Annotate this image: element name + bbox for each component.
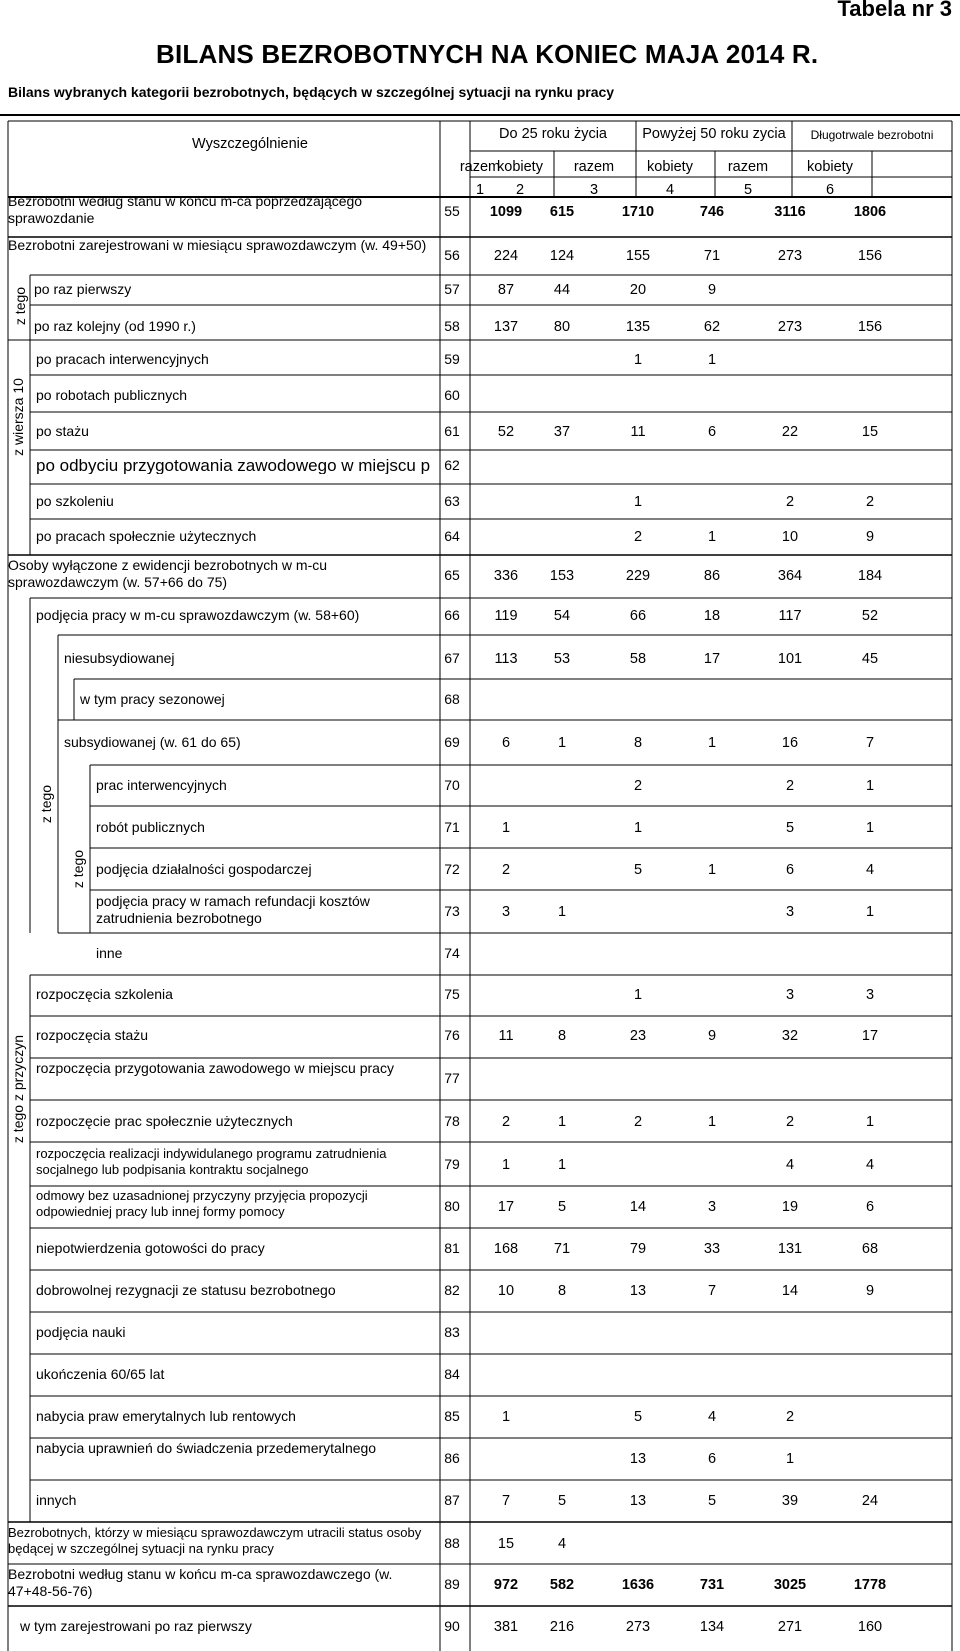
cell-61-2: 37: [553, 424, 571, 440]
cell-80-3: 14: [629, 1199, 647, 1215]
cell-85-1: 1: [501, 1409, 511, 1425]
cell-80-2: 5: [557, 1199, 567, 1215]
cell-65-3: 229: [625, 568, 651, 584]
row-label-58: po raz kolejny (od 1990 r.): [34, 318, 196, 334]
cell-85-5: 2: [785, 1409, 795, 1425]
row-number-79: 79: [444, 1156, 460, 1172]
cell-87-1: 7: [501, 1493, 511, 1509]
cell-89-4: 731: [699, 1577, 725, 1593]
cell-64-6: 9: [865, 529, 875, 545]
cell-58-3: 135: [625, 319, 651, 335]
cell-65-2: 153: [549, 568, 575, 584]
row-label-68: w tym pracy sezonowej: [80, 691, 225, 707]
row-number-56: 56: [444, 247, 460, 263]
cell-76-3: 23: [629, 1028, 647, 1044]
row-label-55: Bezrobotni według stanu w końcu m-ca poprzedzającego sprawozdanie: [8, 193, 363, 226]
cell-78-5: 2: [785, 1114, 795, 1130]
cell-76-6: 17: [861, 1028, 879, 1044]
cell-82-3: 13: [629, 1283, 647, 1299]
cell-61-4: 6: [707, 424, 717, 440]
cell-55-2: 615: [549, 204, 575, 220]
row-number-64: 64: [444, 528, 460, 544]
row-number-78: 78: [444, 1113, 460, 1129]
cell-73-6: 1: [865, 904, 875, 920]
row-label-70: prac interwencyjnych: [96, 777, 227, 793]
cell-82-4: 7: [707, 1283, 717, 1299]
cell-56-2: 124: [549, 248, 575, 264]
cell-88-2: 4: [557, 1536, 567, 1552]
row-number-55: 55: [444, 203, 460, 219]
cell-79-2: 1: [557, 1157, 567, 1173]
row-number-69: 69: [444, 734, 460, 750]
cell-55-5: 3116: [774, 204, 806, 220]
cell-61-3: 11: [630, 424, 646, 440]
cell-64-4: 1: [707, 529, 717, 545]
row-number-80: 80: [444, 1198, 460, 1214]
cell-61-1: 52: [497, 424, 515, 440]
header-sub-5: razem: [727, 159, 769, 175]
cell-63-5: 2: [785, 494, 795, 510]
row-number-74: 74: [444, 945, 460, 961]
header-group-dlugotrwale: Długotrwale bezrobotni: [810, 128, 934, 142]
cell-69-5: 16: [781, 735, 799, 751]
cell-73-5: 3: [785, 904, 795, 920]
row-label-57: po raz pierwszy: [34, 281, 132, 297]
row-label-78: rozpoczęcie prac społecznie użytecznych: [36, 1113, 293, 1129]
row-label-77: rozpoczęcia przygotowania zawodowego w miejscu pracy: [36, 1060, 394, 1076]
cell-81-6: 68: [861, 1241, 879, 1257]
cell-90-1: 381: [493, 1619, 519, 1635]
row-number-62: 62: [444, 457, 460, 473]
row-number-71: 71: [444, 819, 460, 835]
cell-65-1: 336: [493, 568, 519, 584]
row-label-73: podjęcia pracy w ramach refundacji kosztów zatrudnienia bezrobotnego: [96, 893, 370, 926]
cell-56-5: 273: [777, 248, 803, 264]
row-number-66: 66: [444, 607, 460, 623]
cell-90-4: 134: [699, 1619, 725, 1635]
cell-89-5: 3025: [773, 1577, 807, 1593]
cell-76-2: 8: [557, 1028, 567, 1044]
row-label-76: rozpoczęcia stażu: [36, 1027, 149, 1043]
cell-56-6: 156: [857, 248, 883, 264]
cell-70-5: 2: [785, 778, 795, 794]
cell-56-3: 155: [625, 248, 651, 264]
cell-61-5: 22: [781, 424, 799, 440]
cell-70-6: 1: [865, 778, 875, 794]
cell-78-4: 1: [707, 1114, 717, 1130]
cell-57-1: 87: [497, 282, 515, 298]
row-number-87: 87: [444, 1492, 460, 1508]
cell-76-1: 11: [498, 1028, 514, 1044]
cell-63-3: 1: [633, 494, 643, 510]
cell-63-6: 2: [865, 494, 875, 510]
cell-72-4: 1: [707, 862, 717, 878]
row-number-89: 89: [444, 1576, 460, 1592]
cell-70-3: 2: [633, 778, 643, 794]
cell-69-6: 7: [865, 735, 875, 751]
cell-65-6: 184: [857, 568, 883, 584]
cell-81-2: 71: [553, 1241, 571, 1257]
cell-86-3: 13: [629, 1451, 647, 1467]
row-label-63: po szkoleniu: [36, 493, 114, 509]
row-label-72: podjęcia działalności gospodarczej: [96, 861, 312, 877]
row-label-69: subsydiowanej (w. 61 do 65): [64, 734, 241, 750]
cell-66-1: 119: [494, 608, 518, 624]
cell-57-4: 9: [707, 282, 717, 298]
cell-81-5: 131: [777, 1241, 803, 1257]
cell-72-1: 2: [501, 862, 511, 878]
header-sub-2: kobiety: [497, 159, 543, 175]
side-label-z-tego-1: z tego: [12, 286, 28, 326]
cell-67-5: 101: [777, 651, 803, 667]
header-col-number-1: 1: [475, 182, 485, 198]
header-col-number-4: 4: [665, 182, 675, 198]
cell-80-5: 19: [781, 1199, 799, 1215]
row-label-61: po stażu: [36, 423, 89, 439]
cell-59-3: 1: [633, 352, 643, 368]
row-label-81: niepotwierdzenia gotowości do pracy: [36, 1240, 265, 1256]
cell-81-3: 79: [629, 1241, 647, 1257]
cell-69-2: 1: [557, 735, 567, 751]
cell-66-2: 54: [553, 608, 571, 624]
row-number-57: 57: [444, 281, 460, 297]
row-number-59: 59: [444, 351, 460, 367]
cell-90-5: 271: [777, 1619, 803, 1635]
page-subtitle: Bilans wybranych kategorii bezrobotnych, będących w szczególnej sytuacji na rynku pracy: [8, 84, 615, 100]
cell-80-1: 17: [497, 1199, 515, 1215]
cell-86-4: 6: [707, 1451, 717, 1467]
row-number-84: 84: [444, 1366, 460, 1382]
row-label-80: odmowy bez uzasadnionej przyczyny przyjęcia propozycji odpowiedniej pracy lub innej formy pomocy: [36, 1188, 368, 1219]
cell-58-6: 156: [857, 319, 883, 335]
cell-58-1: 137: [493, 319, 519, 335]
row-label-89: Bezrobotni według stanu w końcu m-ca sprawozdawczego (w. 47+48-56-76): [8, 1566, 393, 1599]
cell-55-6: 1806: [853, 204, 887, 220]
cell-57-3: 20: [629, 282, 647, 298]
row-label-86: nabycia uprawnień do świadczenia przedemerytalnego: [36, 1440, 377, 1456]
cell-58-5: 273: [777, 319, 803, 335]
row-number-67: 67: [444, 650, 460, 666]
header-sub-4: kobiety: [647, 159, 693, 175]
cell-81-4: 33: [703, 1241, 721, 1257]
row-number-58: 58: [444, 318, 460, 334]
cell-64-5: 10: [781, 529, 799, 545]
row-number-81: 81: [444, 1240, 460, 1256]
cell-65-5: 364: [777, 568, 803, 584]
cell-89-1: 972: [493, 1577, 519, 1593]
row-label-87: innych: [36, 1492, 77, 1508]
cell-55-1: 1099: [489, 204, 523, 220]
cell-79-1: 1: [501, 1157, 511, 1173]
cell-71-1: 1: [501, 820, 511, 836]
row-label-82: dobrowolnej rezygnacji ze statusu bezrobotnego: [36, 1282, 336, 1298]
row-label-79: rozpoczęcia realizacji indywidulanego programu zatrudnienia socjalnego lub podpisania kontraktu socjalnego: [36, 1146, 387, 1177]
cell-64-3: 2: [633, 529, 643, 545]
cell-81-1: 168: [493, 1241, 519, 1257]
cell-72-5: 6: [785, 862, 795, 878]
row-number-83: 83: [444, 1324, 460, 1340]
cell-61-6: 15: [861, 424, 879, 440]
cell-76-5: 32: [781, 1028, 799, 1044]
row-number-68: 68: [444, 691, 460, 707]
cell-90-6: 160: [857, 1619, 883, 1635]
row-label-74: inne: [96, 945, 123, 961]
side-label-z-tego-3: z tego: [70, 849, 86, 889]
cell-73-1: 3: [501, 904, 511, 920]
cell-82-2: 8: [557, 1283, 567, 1299]
cell-66-4: 18: [703, 608, 721, 624]
cell-82-1: 10: [497, 1283, 515, 1299]
row-label-71: robót publicznych: [96, 819, 205, 835]
row-number-88: 88: [444, 1535, 460, 1551]
row-label-62: po odbyciu przygotowania zawodowego w miejscu p: [36, 457, 430, 474]
cell-67-2: 53: [553, 651, 571, 667]
row-label-59: po pracach interwencyjnych: [36, 351, 209, 367]
cell-56-1: 224: [493, 248, 519, 264]
header-sub-6: kobiety: [807, 159, 853, 175]
cell-82-5: 14: [781, 1283, 799, 1299]
cell-85-3: 5: [633, 1409, 643, 1425]
row-number-77: 77: [444, 1070, 460, 1086]
cell-89-2: 582: [549, 1577, 575, 1593]
cell-69-4: 1: [707, 735, 717, 751]
cell-90-3: 273: [625, 1619, 651, 1635]
row-label-85: nabycia praw emerytalnych lub rentowych: [36, 1408, 296, 1424]
cell-80-6: 6: [865, 1199, 875, 1215]
cell-67-6: 45: [861, 651, 879, 667]
page-title: BILANS BEZROBOTNYCH NA KONIEC MAJA 2014 R.: [156, 39, 819, 69]
row-label-56: Bezrobotni zarejestrowani w miesiącu sprawozdawczym (w. 49+50): [8, 237, 427, 253]
cell-78-2: 1: [557, 1114, 567, 1130]
header-sub-3: razem: [573, 159, 615, 175]
table-number: Tabela nr 3: [837, 0, 952, 21]
cell-78-6: 1: [865, 1114, 875, 1130]
header-col-number-3: 3: [589, 182, 599, 198]
side-label-z-wiersza-10: z wiersza 10: [10, 378, 26, 456]
row-label-88: Bezrobotnych, którzy w miesiącu sprawozdawczym utracili status osoby będącej w szczególnej sytuacji na rynku pracy: [8, 1525, 422, 1556]
cell-78-3: 2: [633, 1114, 643, 1130]
cell-87-5: 39: [781, 1493, 799, 1509]
cell-67-4: 17: [703, 651, 721, 667]
cell-71-6: 1: [865, 820, 875, 836]
row-number-82: 82: [444, 1282, 460, 1298]
cell-67-3: 58: [629, 651, 647, 667]
cell-58-2: 80: [553, 319, 571, 335]
cell-88-1: 15: [497, 1536, 515, 1552]
cell-80-4: 3: [707, 1199, 717, 1215]
cell-89-3: 1636: [621, 1577, 655, 1593]
row-label-84: ukończenia 60/65 lat: [36, 1366, 165, 1382]
cell-75-6: 3: [865, 987, 875, 1003]
cell-57-2: 44: [553, 282, 571, 298]
cell-58-4: 62: [703, 319, 721, 335]
cell-86-5: 1: [785, 1451, 795, 1467]
cell-87-2: 5: [557, 1493, 567, 1509]
header-col-number-2: 2: [515, 182, 525, 198]
row-number-85: 85: [444, 1408, 460, 1424]
row-label-67: niesubsydiowanej: [64, 650, 175, 666]
row-number-61: 61: [444, 423, 460, 439]
row-number-86: 86: [444, 1450, 460, 1466]
side-label-z-tego-z-przyczyn: z tego z przyczyn: [10, 1034, 26, 1144]
row-number-90: 90: [444, 1618, 460, 1634]
cell-79-5: 4: [785, 1157, 795, 1173]
row-number-75: 75: [444, 986, 460, 1002]
row-number-76: 76: [444, 1027, 460, 1043]
cell-72-3: 5: [633, 862, 643, 878]
header-sub-1: razem: [459, 159, 501, 175]
cell-69-3: 8: [633, 735, 643, 751]
cell-79-6: 4: [865, 1157, 875, 1173]
cell-66-3: 66: [629, 608, 647, 624]
cell-66-5: 117: [778, 608, 802, 624]
cell-82-6: 9: [865, 1283, 875, 1299]
row-number-70: 70: [444, 777, 460, 793]
header-wyszczegolnienie: Wyszczególnienie: [192, 136, 308, 152]
row-number-63: 63: [444, 493, 460, 509]
cell-71-3: 1: [633, 820, 643, 836]
cell-67-1: 113: [494, 651, 518, 667]
row-label-90: w tym zarejestrowani po raz pierwszy: [20, 1618, 252, 1634]
header-group-do-25: Do 25 roku życia: [499, 126, 607, 142]
cell-65-4: 86: [703, 568, 721, 584]
side-label-z-tego-2: z tego: [38, 784, 54, 824]
cell-75-5: 3: [785, 987, 795, 1003]
cell-89-6: 1778: [853, 1577, 887, 1593]
header-group-powyzej-50: Powyżej 50 roku zycia: [642, 126, 786, 142]
cell-76-4: 9: [707, 1028, 717, 1044]
cell-90-2: 216: [549, 1619, 575, 1635]
cell-87-4: 5: [707, 1493, 717, 1509]
cell-75-3: 1: [633, 987, 643, 1003]
row-label-66: podjęcia pracy w m-cu sprawozdawczym (w. 58+60): [36, 607, 360, 623]
cell-71-5: 5: [785, 820, 795, 836]
cell-55-4: 746: [699, 204, 725, 220]
row-number-73: 73: [444, 903, 460, 919]
row-label-83: podjęcia nauki: [36, 1324, 126, 1340]
row-number-60: 60: [444, 387, 460, 403]
header-col-number-6: 6: [825, 182, 835, 198]
cell-87-3: 13: [629, 1493, 647, 1509]
row-label-64: po pracach społecznie użytecznych: [36, 528, 257, 544]
cell-55-3: 1710: [621, 204, 655, 220]
row-label-75: rozpoczęcia szkolenia: [36, 986, 173, 1002]
cell-78-1: 2: [501, 1114, 511, 1130]
cell-72-6: 4: [865, 862, 875, 878]
row-number-72: 72: [444, 861, 460, 877]
row-number-65: 65: [444, 567, 460, 583]
cell-73-2: 1: [557, 904, 567, 920]
cell-85-4: 4: [707, 1409, 717, 1425]
row-label-60: po robotach publicznych: [36, 387, 187, 403]
cell-69-1: 6: [501, 735, 511, 751]
cell-59-4: 1: [707, 352, 717, 368]
header-col-number-5: 5: [743, 182, 753, 198]
row-label-65: Osoby wyłączone z ewidencji bezrobotnych w m-cu sprawozdawczym (w. 57+66 do 75): [8, 557, 328, 590]
cell-66-6: 52: [861, 608, 879, 624]
cell-87-6: 24: [861, 1493, 879, 1509]
cell-56-4: 71: [703, 248, 721, 264]
